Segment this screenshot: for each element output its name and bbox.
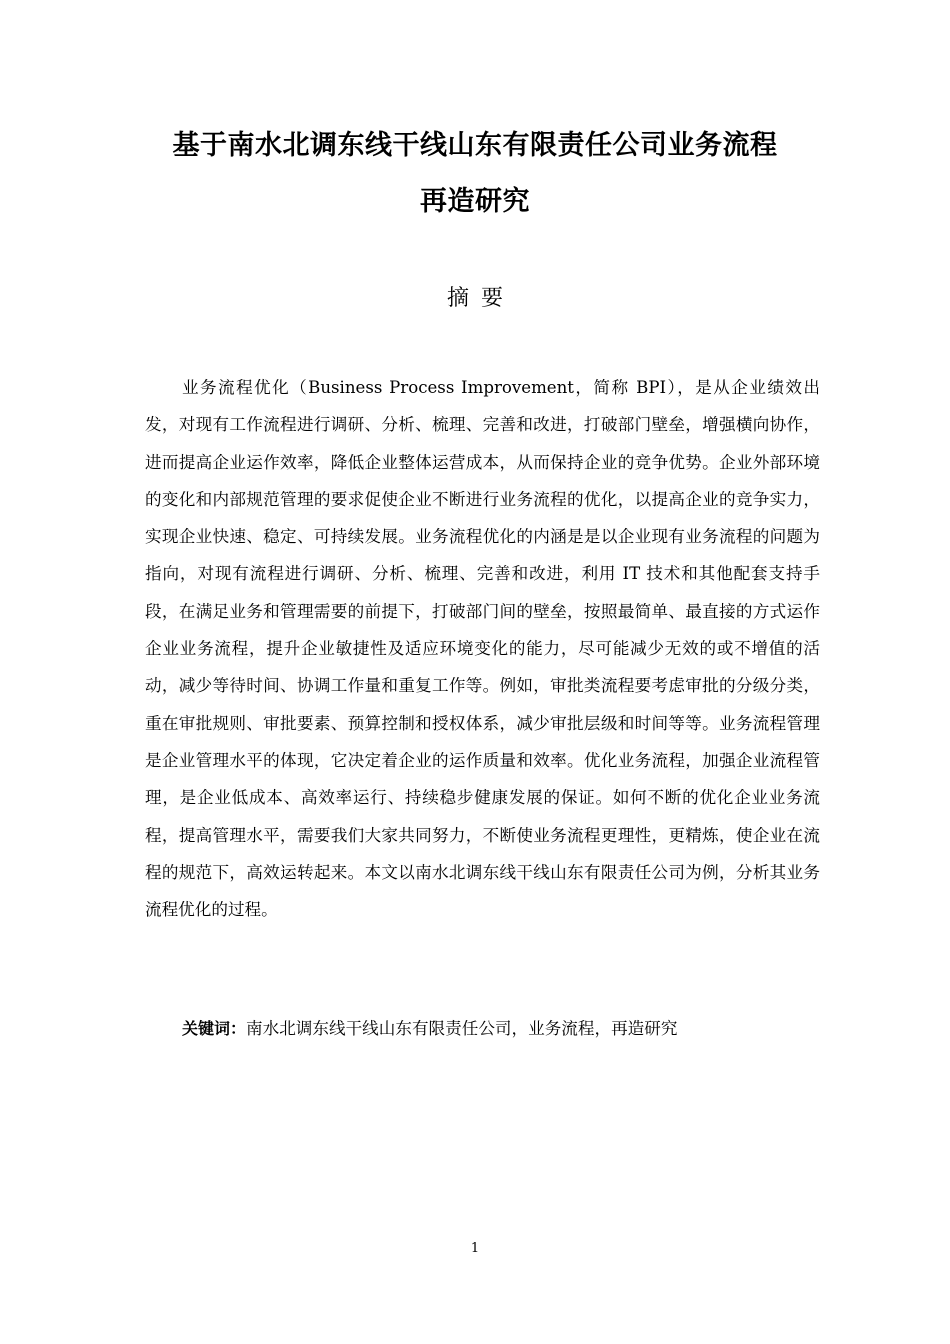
page-number: 1 — [470, 1241, 480, 1256]
document-title — [100, 118, 850, 230]
keywords-label: 关键词： — [182, 1019, 247, 1038]
title-line-1: 基于南水北调东线干线山东有限责任公司业务流程 — [172, 130, 778, 161]
title-line-2: 再造研究 — [420, 186, 530, 217]
abstract-body: 业务流程优化（Business Process Improvement，简称 BPI），是从企业绩效出发，对现有工作流程进行调研、分析、梳理、完善和改进，打破部门壁垒，增强横向协作，进而提高企业运作效率，降低企业整体运营成本，从而保持企业的竞争优势。企业外部环境的变化和内部规范管理的要求促使企业不断进行业务流程的优化，以提高企业的竞争实力，实现企业快速、稳定、可持续发展。业务流程优化的内涵是是以企业现有业务流程的问题为指向，对现有流程进行调研、分析、梳理、完善和改进，利用 IT 技术和其他配套支持手段，在满足业务和管理需要的前提下，打破部门间的壁垒，按照最简单、最直接的方式运作企业业务流程，提升企业敏捷性及适应环境变化的能力，尽可能减少无效的或不增值的活动，减少等待时间、协调工作量和重复工作等。例如，审批类流程要考虑审批的分级分类，重在审批规则、审批要素、预算控制和授权体系，减少审批层级和时间等等。业务流程管理是企业管理水平的体现，它决定着企业的运作质量和效率。优化业务流程，加强企业流程管理，是企业低成本、高效率运行、持续稳步健康发展的保证。如何不断的优化企业业务流程，提高管理水平，需要我们大家共同努力，不断使业务流程更理性，更精炼，使企业在流程的规范下，高效运转起来。本文以南水北调东线干线山东有限责任公司为例，分析其业务流程优化的过程。 — [145, 378, 820, 920]
abstract-heading: 摘要 — [446, 286, 515, 311]
keywords-value: 南水北调东线干线山东有限责任公司，业务流程，再造研究 — [246, 1019, 678, 1038]
keywords-line — [182, 1013, 832, 1045]
